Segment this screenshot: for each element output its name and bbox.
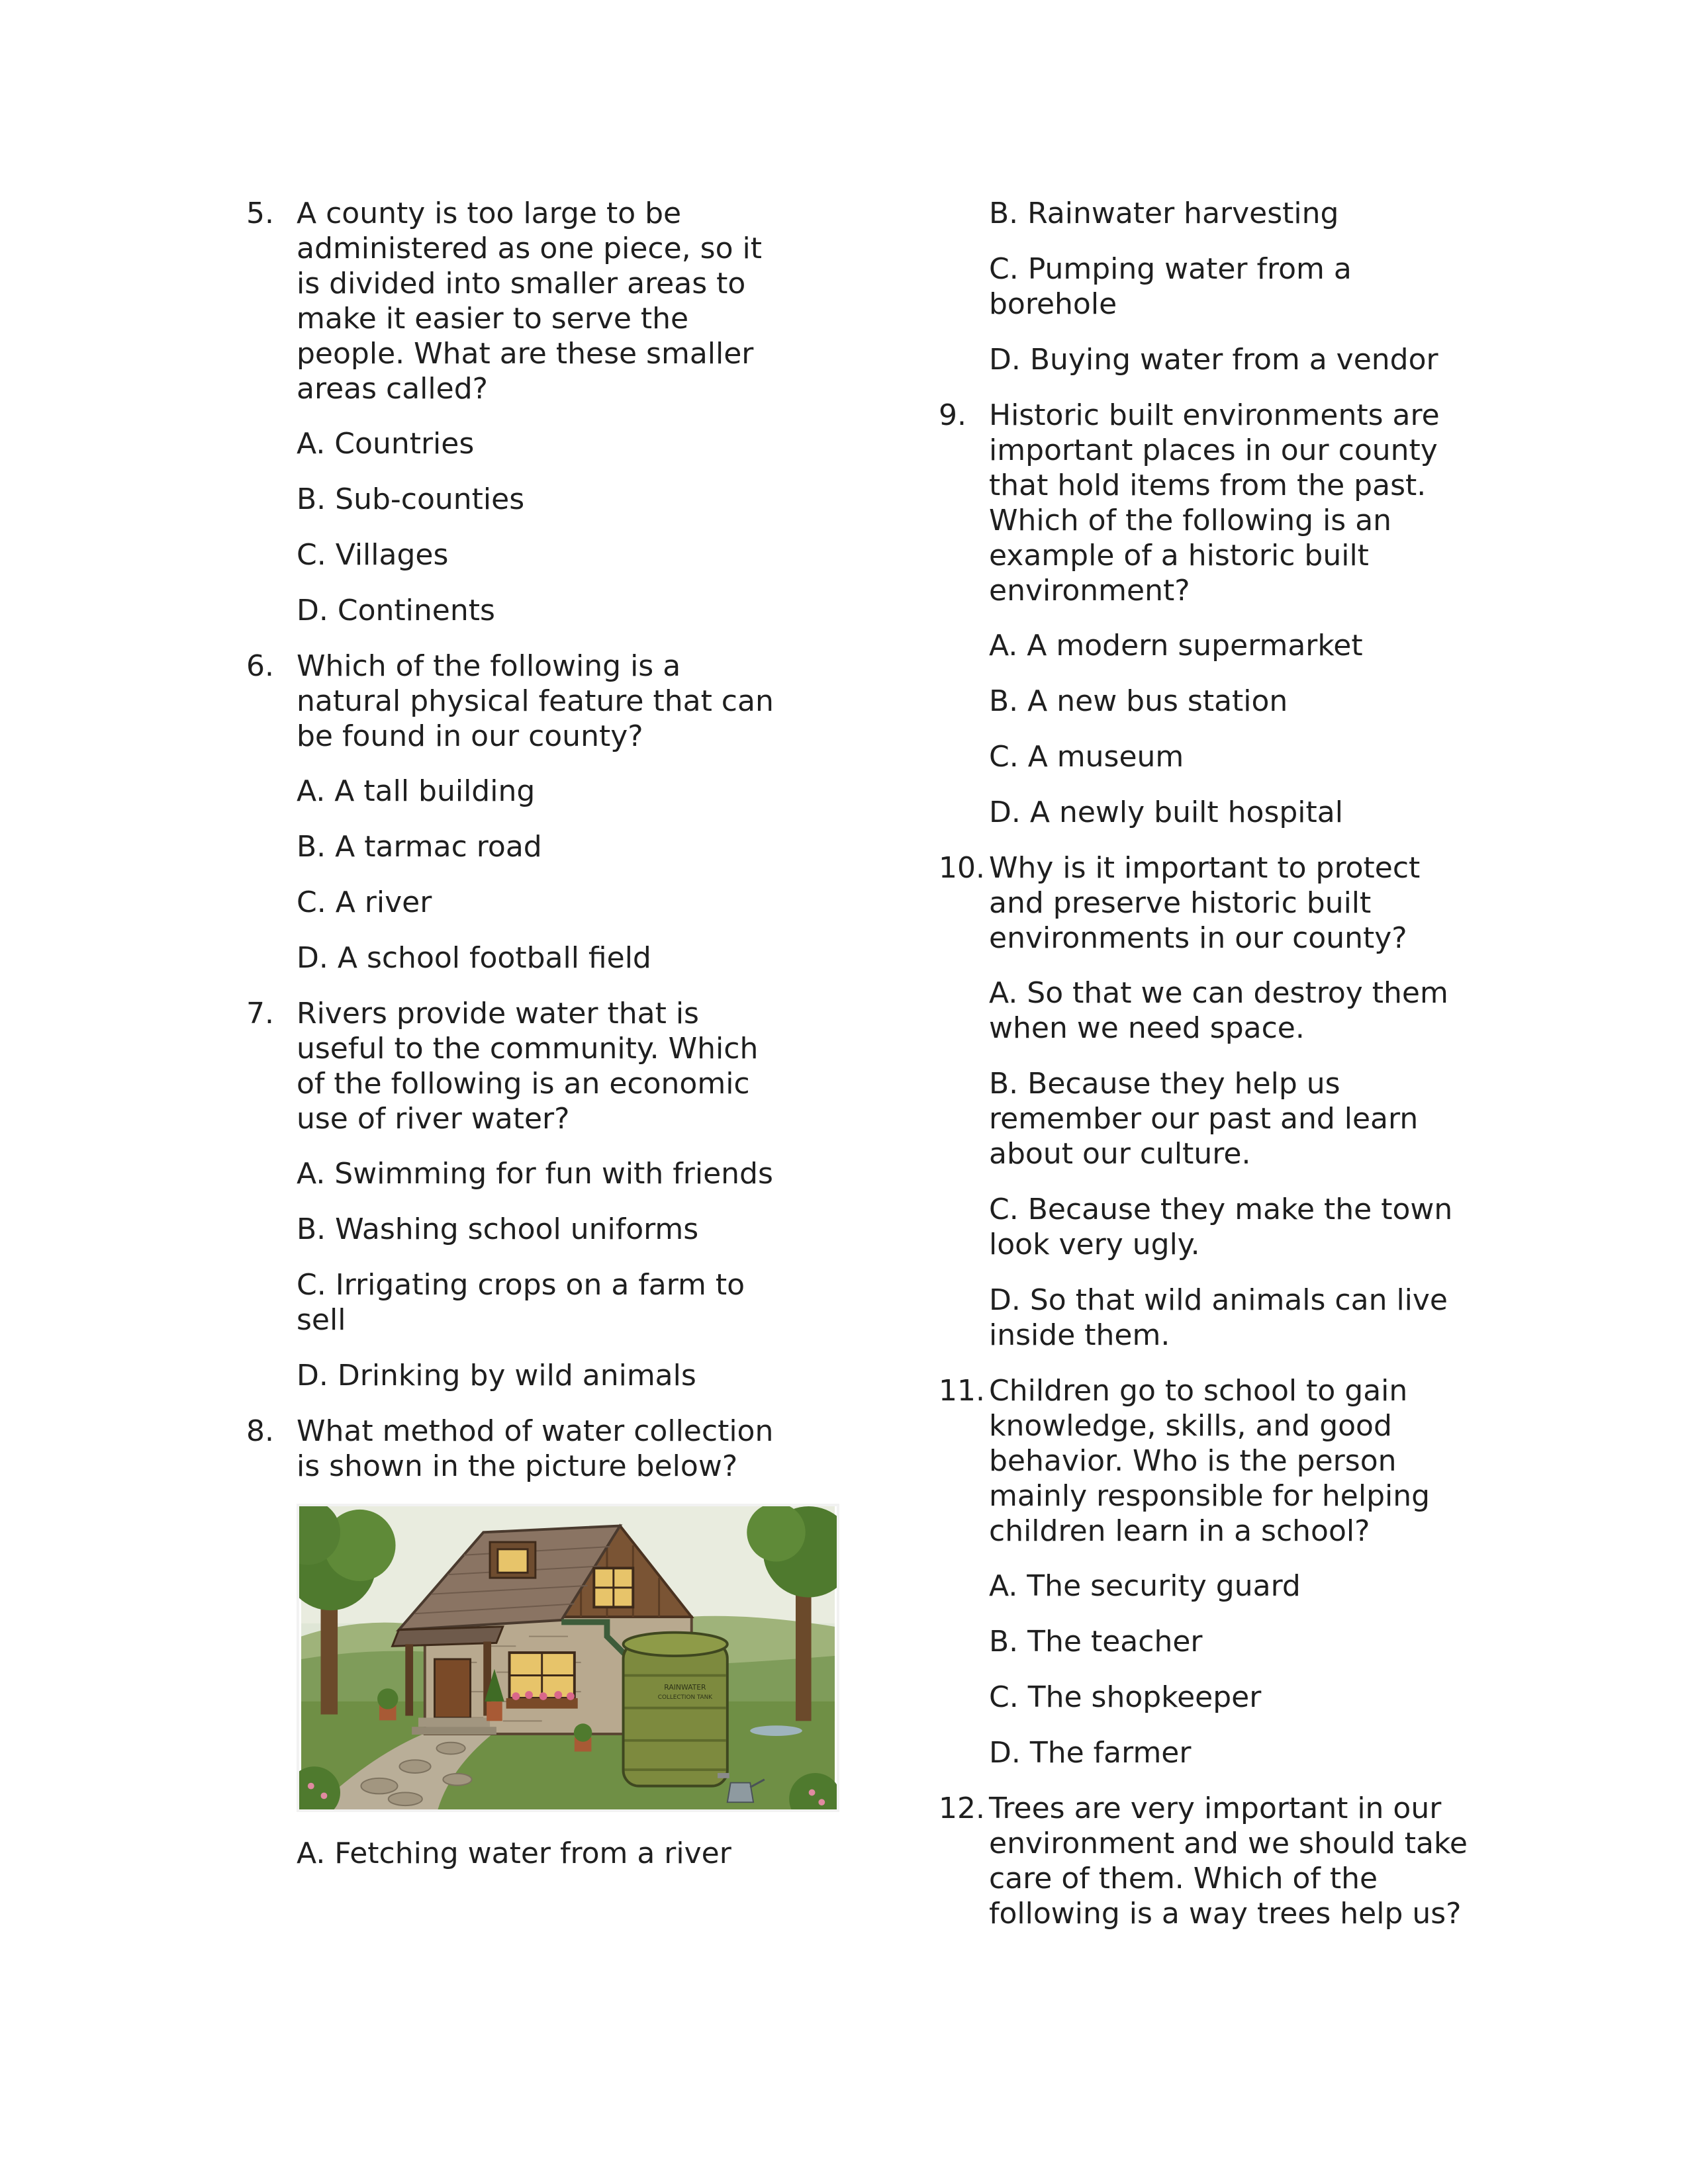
question-number: 8. [246, 1414, 274, 1448]
question-12 [939, 1791, 1481, 1931]
question-text: What method of water collection is shown in the picture below? [297, 1414, 774, 1483]
question-text: Historic built environments are important places in our county that hold items from the past. Which of the following is an example of a historic built environment? [989, 398, 1440, 608]
question-8-continued [939, 196, 1481, 377]
tank-label-line1: RAINWATER [664, 1683, 706, 1692]
question-text: Rivers provide water that is useful to the community. Which of the following is an economic use of river water? [297, 997, 759, 1136]
option-d: D. Drinking by wild animals [297, 1359, 696, 1392]
question-11 [939, 1373, 1481, 1770]
option-b: B. The teacher [989, 1625, 1203, 1659]
question-number: 9. [939, 398, 966, 432]
option-d: D. So that wild animals can live inside them. [989, 1283, 1448, 1352]
option-c: C. The shopkeeper [989, 1680, 1262, 1714]
option-d: D. A school football field [297, 941, 651, 975]
option-a: A. Swimming for fun with friends [297, 1157, 773, 1191]
option-c: C. Pumping water from a borehole [989, 252, 1352, 321]
question-text: Which of the following is a natural physical feature that can be found in our county? [297, 649, 774, 753]
question-5 [246, 196, 882, 628]
option-c: C. Irrigating crops on a farm to sell [297, 1268, 745, 1337]
option-c: C. Villages [297, 538, 449, 572]
option-d: D. Continents [297, 594, 495, 627]
option-c: C. A river [297, 886, 432, 919]
rainwater-tank-house-illustration [297, 1504, 839, 1812]
option-d: D. The farmer [989, 1736, 1192, 1770]
question-number: 12. [939, 1792, 985, 1825]
tank-label-line2: COLLECTION TANK [657, 1694, 713, 1701]
option-c: C. A museum [989, 740, 1184, 774]
option-a: A. A tall building [297, 774, 536, 808]
question-text: A county is too large to be administered as one piece, so it is divided into smaller areas to make it easier to serve the people. What are these smaller areas called? [297, 197, 762, 406]
option-a: A. The security guard [989, 1569, 1301, 1603]
question-number: 5. [246, 197, 274, 230]
question-6 [246, 649, 882, 976]
right-column [939, 196, 1481, 1951]
question-text: Trees are very important in our environment and we should take care of them. Which of the following is a way trees help us? [989, 1792, 1468, 1931]
option-b: B. Sub-counties [297, 482, 525, 516]
option-b: B. Washing school uniforms [297, 1212, 699, 1246]
option-b: B. Rainwater harvesting [989, 197, 1339, 230]
left-column [246, 196, 882, 1891]
option-b: B. Because they help us remember our past and learn about our culture. [989, 1067, 1419, 1171]
question-number: 7. [246, 997, 274, 1030]
option-a: A. So that we can destroy them when we need space. [989, 976, 1448, 1045]
option-d: D. Buying water from a vendor [989, 343, 1438, 377]
question-10 [939, 850, 1481, 1353]
option-a: A. A modern supermarket [989, 629, 1363, 662]
option-a: A. Fetching water from a river [297, 1837, 731, 1870]
question-number: 6. [246, 649, 274, 683]
option-b: B. A new bus station [989, 684, 1288, 718]
question-number: 11. [939, 1374, 985, 1408]
question-9 [939, 398, 1481, 830]
question-text: Why is it important to protect and preserve historic built environments in our county? [989, 851, 1421, 955]
option-d: D. A newly built hospital [989, 796, 1343, 829]
question-text: Children go to school to gain knowledge, skills, and good behavior. Who is the person mainly responsible for helping children learn in a school? [989, 1374, 1430, 1548]
question-8 [246, 1414, 882, 1871]
option-b: B. A tarmac road [297, 830, 542, 864]
question-number: 10. [939, 851, 985, 885]
option-c: C. Because they make the town look very ugly. [989, 1193, 1453, 1261]
question-7 [246, 996, 882, 1393]
option-a: A. Countries [297, 427, 475, 461]
